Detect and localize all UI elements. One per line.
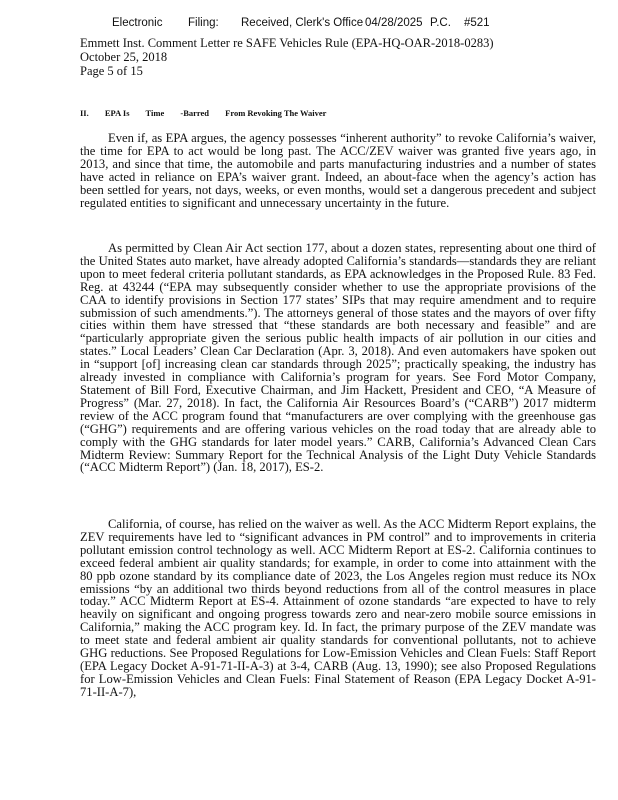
section-title-part: EPA Is: [104, 108, 130, 118]
body-paragraph: California, of course, has relied on the waiver as well. As the ACC Midterm Report explains, the ZEV requirements have led to “significant advances in PM control” and to improvements in criteria pollutant emission control technology as well. ACC Midterm Report at ES-2. California continues to exceed federal ambient air quality standards; for example, in order to come into attainment with the 80 ppb ozone standard by its compliance date of 2023, the Los Angeles region must reduce its NOx emissions “by an additional two thirds beyond reductions from all of the control measures in place today.” ACC Midterm Report at ES-4. Attainment of ozone standards “are expected to have to rely heavily on significant and ongoing progress towards zero and near-zero mobile source emissions in California,” making the ACC program key. Id. In fact, the primary purpose of the ZEV mandate was to meet state and federal ambient air quality standards for conventional pollutants, not to achieve GHG reductions. See Proposed Regulations for Low-Emission Vehicles and Clean Fuels: Staff Report (EPA Legacy Docket A-91-71-II-A-3) at 3-4, CARB (Aug. 13, 1990); see also Proposed Regulations for Low-Emission Vehicles and Clean Fuels: Final Statement of Reason (EPA Legacy Docket A-91-71-II-A-7),: [80, 517, 596, 699]
section-number: II.: [80, 108, 89, 118]
header-page-number: Page 5 of 15: [80, 64, 143, 78]
section-title-part: Time: [145, 108, 165, 118]
section-heading: [80, 108, 340, 118]
filing-label: Filing:: [188, 17, 219, 29]
body-paragraph: As permitted by Clean Air Act section 177, about a dozen states, representing about one third of the United States auto market, have already adopted California’s standards—standards they are reliant upon to meet federal criteria pollutant standards, as EPA acknowledges in the Proposed Rule. 83 Fed. Reg. at 43244 (“EPA may subsequently consider whether to use the appropriate provisions of the CAA to identify provisions in Section 177 states’ SIPs that may require amendment and to require submission of such amendments.”). The attorneys general of those states and the mayors of over fifty cities within them have stressed that “these standards are both necessary and feasible” and are “particularly appropriate given the serious public health impacts of air pollution in our cities and states.” Local Leaders’ Clean Car Declaration (Apr. 3, 2018). And even automakers have spoken out in “support [of] increasing clean car standards through 2025”; practically speaking, the industry has already invested in compliance with California’s program for years. See Ford Motor Company, Statement of Bill Ford, Executive Chairman, and Jim Hackett, President and CEO, “A Measure of Progress” (Mar. 27, 2018). In fact, the California Air Resources Board’s (“CARB”) 2017 midterm review of the ACC program found that “manufacturers are over complying with the greenhouse gas (“GHG”) requirements and are offering various vehicles on the road today that are already able to comply with the GHG standards for later model years.” CARB, California’s Advanced Clean Cars Midterm Review: Summary Report for the Technical Analysis of the Light Duty Vehicle Standards (“ACC Midterm Report”) (Jan. 18, 2017), ES-2.: [80, 241, 596, 475]
body-paragraph: Even if, as EPA argues, the agency possesses “inherent authority” to revoke California’s waiver, the time for EPA to act would be long past. The ACC/ZEV waiver was granted five years ago, in 2013, and since that time, the automobile and parts manufacturing industries and a number of states have acted in reliance on EPA’s waiver grant. Indeed, an about-face when the agency’s action has been settled for years, not days, weeks, or even months, would set a dangerous precedent and subject regulated entities to significant and unnecessary uncertainty in the future.: [80, 131, 596, 210]
filing-number: #521: [464, 17, 490, 29]
filing-received: Received, Clerk's Office: [241, 17, 364, 29]
filing-system: Electronic: [112, 17, 163, 29]
header-date: October 25, 2018: [80, 50, 168, 64]
filing-pc: P.C.: [430, 17, 451, 29]
section-title-part: From Revoking The Waiver: [225, 108, 327, 118]
header-letter-title: Emmett Inst. Comment Letter re SAFE Vehicles Rule (EPA-HQ-OAR-2018-0283): [80, 36, 494, 50]
section-title-part: -Barred: [180, 108, 210, 118]
filing-date: 04/28/2025: [365, 17, 423, 29]
